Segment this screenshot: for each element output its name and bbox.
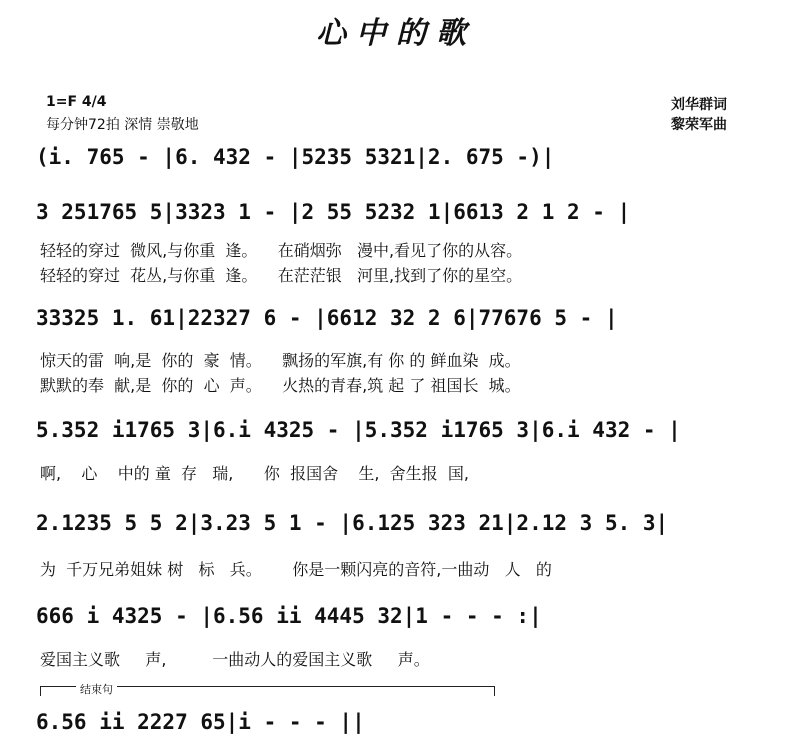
- notation-line-2: 3 251765 5|3323 1 - |2 55 5232 1|6613 2 1 2 - |: [36, 200, 631, 224]
- composer-credit: 黎荣军曲: [671, 117, 727, 133]
- lyricist-credit: 刘华群词: [671, 97, 727, 113]
- notation-line-5: 2.1235 5 5 2|3.23 5 1 - |6.125 323 21|2.12 3 5. 3|: [36, 511, 669, 535]
- lyric-line-chorus-b: 为 千万兄弟姐妹 树 标 兵。 你是一颗闪亮的音符,一曲动 人 的: [40, 560, 552, 579]
- lyric-line-verse2b: 默默的奉 献,是 你的 心 声。 火热的青春,筑 起 了 祖国长 城。: [40, 376, 521, 395]
- notation-line-intro: (i. 765 - |6. 432 - |5235 5321|2. 675 -)|: [36, 145, 555, 169]
- notation-line-ending: 6.56 ii 2227 65|i - - - ||: [36, 710, 365, 734]
- lyric-line-verse2a: 轻轻的穿过 花丛,与你重 逢。 在茫茫银 河里,找到了你的星空。: [40, 266, 523, 285]
- key-signature: 1=F 4/4: [46, 94, 107, 110]
- notation-line-6: 666 i 4325 - |6.56 ii 4445 32|1 - - - :|: [36, 604, 542, 628]
- notation-line-4: 5.352 i1765 3|6.i 4325 - |5.352 i1765 3|6.i 432 - |: [36, 418, 681, 442]
- lyric-line-verse1a: 轻轻的穿过 微风,与你重 逢。 在硝烟弥 漫中,看见了你的从容。: [40, 241, 523, 260]
- song-title: 心中的歌: [316, 16, 476, 51]
- lyric-line-chorus-a: 啊, 心 中的 童 存 瑞, 你 报国舍 生, 舍生报 国,: [40, 464, 469, 483]
- ending-label: 结束句: [76, 681, 117, 697]
- lyric-line-verse1b: 惊天的雷 响,是 你的 豪 情。 飘扬的军旗,有 你 的 鲜血染 成。: [40, 351, 521, 370]
- lyric-line-chorus-c: 爱国主义歌 声, 一曲动人的爱国主义歌 声。: [40, 650, 430, 669]
- tempo-marking: 每分钟72拍 深情 崇敬地: [46, 117, 199, 133]
- notation-line-3: 33325 1. 61|22327 6 - |6612 32 2 6|77676 5 - |: [36, 306, 618, 330]
